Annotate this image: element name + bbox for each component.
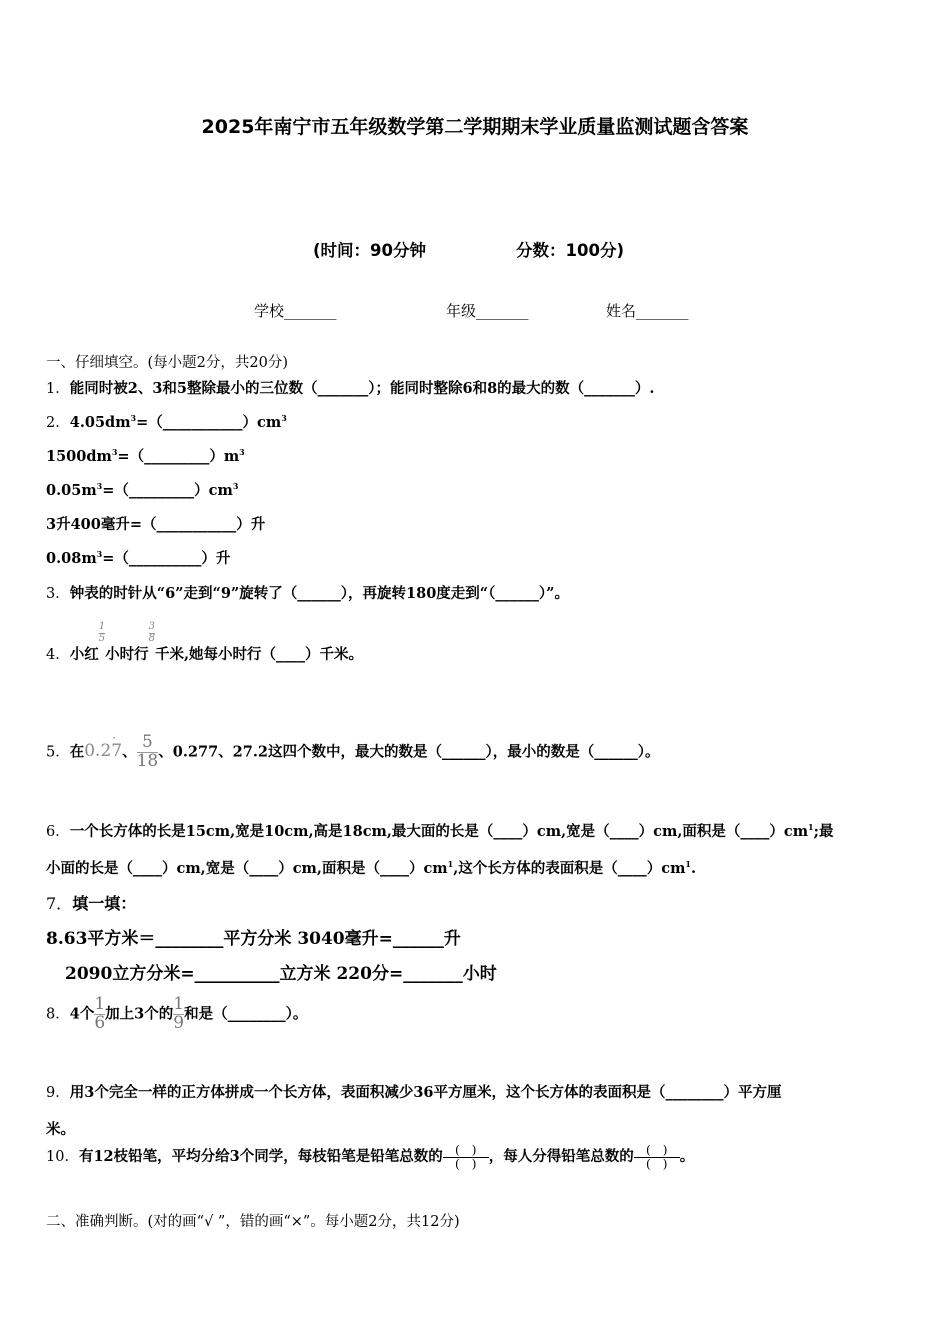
question-7-line-2: 2090立方分米=__________立方米 220分=_______小时 bbox=[65, 964, 497, 984]
exam-time: (时间：90分钟 bbox=[313, 241, 427, 260]
page-title: 2025年南宁市五年级数学第二学期期末学业质量监测试题含答案 bbox=[201, 116, 749, 138]
question-number: 6． bbox=[46, 824, 70, 840]
question-number: 1． bbox=[46, 381, 70, 397]
numerator-blank: ( ) bbox=[455, 1143, 477, 1157]
school-field[interactable] bbox=[254, 300, 337, 321]
grade-field[interactable] bbox=[446, 300, 529, 321]
name-label: 姓名 bbox=[606, 302, 637, 320]
denominator: 5 bbox=[98, 632, 106, 644]
question-number: 2． bbox=[46, 415, 70, 431]
section-2-heading: 二、准确判断。(对的画“√ ”，错的画“×”。每小题2分，共12分) bbox=[46, 1214, 460, 1230]
question-10 bbox=[46, 1144, 694, 1170]
superscript: 3 bbox=[111, 447, 118, 458]
decimal-digits: 0.2 bbox=[84, 741, 112, 762]
decimal-digit: 7 bbox=[111, 741, 123, 762]
separator: 、 bbox=[122, 743, 137, 761]
question-5 bbox=[46, 731, 660, 771]
question-6-line-1 bbox=[46, 820, 833, 841]
blank-fraction bbox=[634, 1144, 680, 1170]
denominator-blank: ( ) bbox=[455, 1156, 477, 1171]
question-text: 。 bbox=[679, 1148, 695, 1166]
denominator: 6 bbox=[94, 1012, 106, 1033]
grade-blank: _______ bbox=[476, 302, 529, 320]
question-3 bbox=[46, 582, 569, 603]
question-text: 能同时被2、3和5整除最小的三位数（_______）；能同时整除6和8的最大的数（_______）. bbox=[69, 380, 655, 397]
question-number: 8． bbox=[46, 1006, 70, 1023]
superscript: 3 bbox=[130, 413, 137, 424]
numerator: 3 bbox=[148, 621, 155, 632]
question-number: 7． bbox=[46, 894, 73, 913]
school-label: 学校 bbox=[254, 302, 285, 320]
superscript: 3 bbox=[239, 447, 245, 458]
fraction-one-ninth bbox=[173, 996, 184, 1033]
question-6-line-2 bbox=[46, 857, 696, 878]
question-text: 有12枝铅笔，平均分给3个同学，每枝铅笔是铅笔总数的 bbox=[78, 1148, 443, 1166]
question-text: 一个长方体的长是15cm,宽是10cm,高是18cm,最大面的长是（____）cm,宽是（____）cm,面积是（____）cm bbox=[69, 823, 809, 840]
question-text: 小红 bbox=[69, 646, 99, 663]
numerator: 1 bbox=[173, 994, 185, 1014]
question-text: . bbox=[690, 860, 697, 877]
question-9-line-2: 米。 bbox=[46, 1121, 75, 1138]
denominator: 9 bbox=[173, 1012, 185, 1033]
question-number: 10． bbox=[46, 1149, 79, 1166]
question-text: 4个 bbox=[69, 1005, 95, 1023]
repeat-dot: · bbox=[112, 731, 117, 746]
section-1-heading: 一、仔细填空。(每小题2分，共20分) bbox=[46, 355, 288, 371]
q2-text: =（__________）升 bbox=[102, 550, 231, 567]
question-7-heading bbox=[46, 891, 136, 914]
question-2-line-1 bbox=[46, 411, 287, 432]
superscript: 1 bbox=[808, 822, 814, 833]
question-1 bbox=[46, 377, 654, 398]
superscript: 1 bbox=[685, 859, 691, 870]
question-number: 3． bbox=[46, 586, 70, 602]
question-text: 、0.277、27.2这四个数中，最大的数是（______），最小的数是（______）。 bbox=[158, 743, 660, 761]
question-2-line-2 bbox=[46, 445, 245, 466]
school-blank: _______ bbox=[284, 302, 337, 320]
fraction-three-eighths bbox=[149, 622, 155, 644]
superscript: 3 bbox=[281, 413, 287, 424]
question-2-line-3 bbox=[46, 479, 238, 500]
q2-text: =（_________）m bbox=[117, 448, 240, 465]
superscript: 3 bbox=[96, 481, 103, 492]
question-7-line-1: 8.63平方米＝________平方分米 3040毫升=______升 bbox=[46, 929, 461, 949]
superscript: 3 bbox=[96, 549, 103, 560]
numerator: 5 bbox=[142, 732, 153, 752]
numerator-blank: ( ) bbox=[646, 1143, 668, 1157]
question-2-line-5 bbox=[46, 547, 230, 568]
numerator: 1 bbox=[94, 994, 106, 1014]
name-blank: _______ bbox=[636, 302, 689, 320]
name-field[interactable] bbox=[606, 300, 689, 321]
question-text: 千米,她每小时行（____）千米。 bbox=[154, 646, 364, 663]
superscript: 3 bbox=[232, 481, 239, 492]
fraction-five-eighteenths bbox=[137, 734, 159, 771]
grade-label: 年级 bbox=[446, 302, 477, 320]
denominator: 8 bbox=[148, 632, 155, 644]
denominator-blank: ( ) bbox=[646, 1156, 668, 1171]
question-4 bbox=[46, 622, 363, 664]
question-text: 钟表的时针从“6”走到“9”旋转了（______），再旋转180度走到“（______）”。 bbox=[69, 585, 569, 602]
numerator: 1 bbox=[98, 621, 106, 632]
question-number: 9． bbox=[46, 1085, 70, 1101]
q2-text: 0.05m bbox=[46, 482, 97, 499]
question-8 bbox=[46, 996, 307, 1033]
fraction-one-fifth bbox=[99, 622, 105, 644]
q2-text: 4.05dm bbox=[69, 414, 131, 431]
question-text: 用3个完全一样的正方体拼成一个长方体，表面积减少36平方厘米，这个长方体的表面积是（________）平方厘 bbox=[69, 1084, 782, 1101]
question-9-line-1 bbox=[46, 1081, 782, 1102]
repeating-decimal bbox=[84, 731, 123, 762]
question-number: 5． bbox=[46, 744, 70, 761]
question-text: 填一填： bbox=[72, 894, 137, 913]
blank-fraction bbox=[443, 1144, 489, 1170]
question-text: 小面的长是（____）cm,宽是（____）cm,面积是（____）cm bbox=[46, 860, 448, 877]
q2-text: 0.08m bbox=[46, 550, 97, 567]
question-text: ，每人分得铅笔总数的 bbox=[488, 1148, 634, 1166]
superscript: 1 bbox=[447, 859, 454, 870]
exam-score: 分数：100分) bbox=[516, 241, 624, 260]
question-number: 4． bbox=[46, 647, 70, 663]
question-text: 小时行 bbox=[105, 646, 149, 663]
fraction-one-sixth bbox=[94, 996, 105, 1033]
q2-text: =（___________）cm bbox=[136, 414, 282, 431]
q2-text: 1500dm bbox=[46, 448, 112, 465]
question-2-line-4: 3升400毫升=（___________）升 bbox=[46, 516, 266, 533]
question-text: ,这个长方体的表面积是（____）cm bbox=[453, 860, 686, 877]
question-text: 在 bbox=[69, 743, 85, 761]
question-text: 和是（________）。 bbox=[184, 1005, 308, 1023]
denominator: 18 bbox=[136, 750, 159, 771]
q2-text: =（_________）cm bbox=[102, 482, 233, 499]
question-text: 加上3个的 bbox=[105, 1005, 174, 1023]
question-text: ;最 bbox=[813, 823, 834, 840]
